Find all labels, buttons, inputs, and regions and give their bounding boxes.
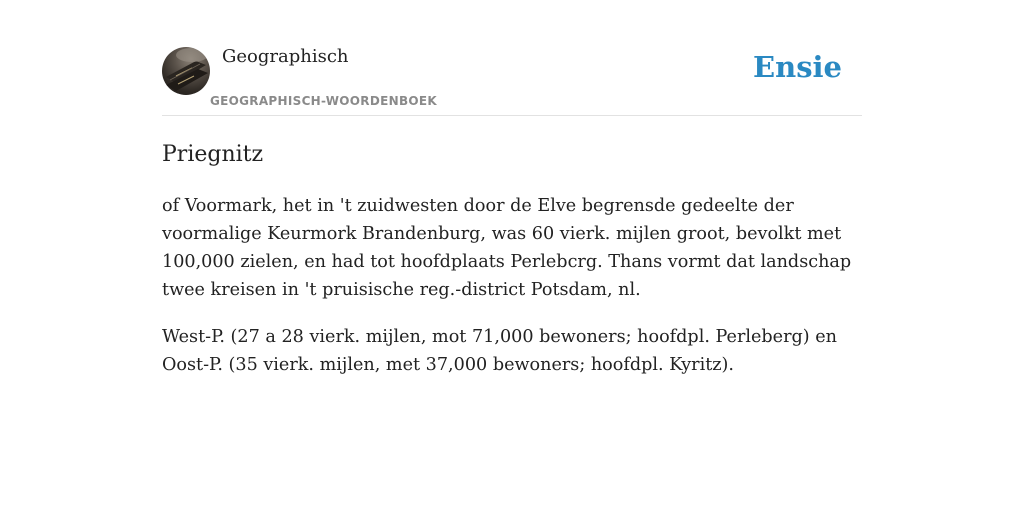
- entry-paragraph: of Voormark, het in 't zuidwesten door de Elve begrensde gedeelte der voormalige Keurmork Brandenburg, was 60 vierk. mijlen groot, bevolkt met 100,000 zielen, en had tot hoofdplaats Perlebcrg. Thans vormt dat landschap twee kreisen in 't pruisische reg.-district Potsdam, nl.: [162, 196, 852, 300]
- page-container: [162, 0, 862, 398]
- entry-title: Priegnitz: [162, 142, 264, 167]
- entry-paragraph: West-P. (27 a 28 vierk. mijlen, mot 71,000 bewoners; hoofdpl. Perleberg) en Oost-P. (35 vierk. mijlen, met 37,000 bewoners; hoofdpl. Kyritz).: [162, 327, 837, 375]
- dictionary-name-link[interactable]: GEOGRAPHISCH-WOORDENBOEK: [210, 94, 437, 108]
- site-header: [162, 0, 862, 116]
- site-title-link[interactable]: Geographisch: [222, 46, 349, 67]
- book-spines-icon: [162, 47, 210, 95]
- ensie-logo-link[interactable]: Ensie: [753, 50, 842, 84]
- entry-body: [162, 192, 862, 379]
- dictionary-avatar[interactable]: [162, 47, 210, 95]
